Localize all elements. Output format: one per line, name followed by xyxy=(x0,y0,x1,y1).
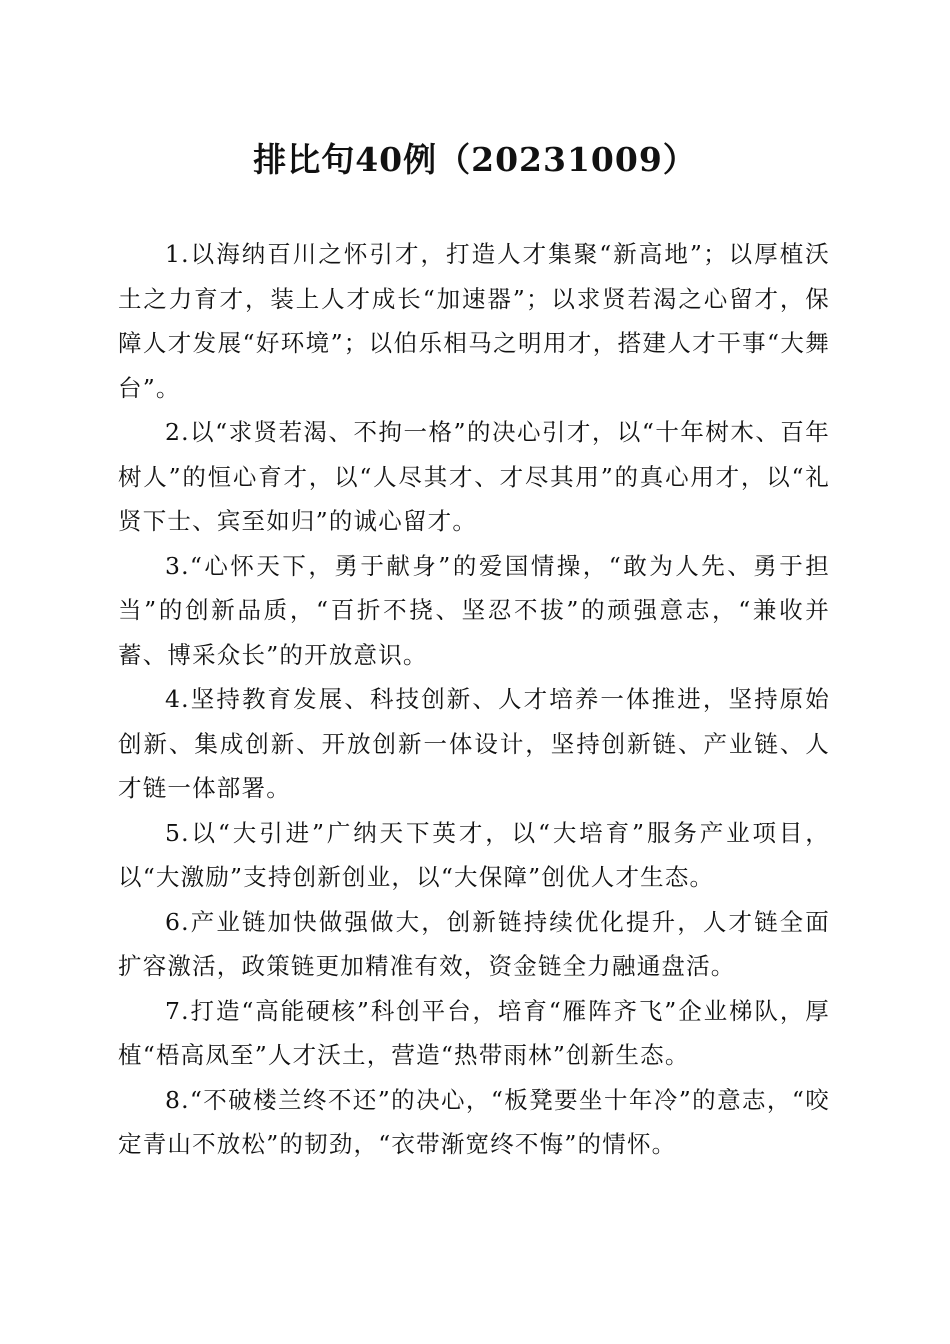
paragraph-3: 3.“心怀天下，勇于献身”的爱国情操，“敢为人先、勇于担当”的创新品质，“百折不挠、坚忍不拔”的顽强意志，“兼收并蓄、博采众长”的开放意识。 xyxy=(118,551,830,669)
paragraph-7: 7.打造“高能硬核”科创平台，培育“雁阵齐飞”企业梯队，厚植“梧高凤至”人才沃土，营造“热带雨林”创新生态。 xyxy=(118,996,830,1069)
paragraph-4: 4.坚持教育发展、科技创新、人才培养一体推进，坚持原始创新、集成创新、开放创新一体设计，坚持创新链、产业链、人才链一体部署。 xyxy=(118,685,830,802)
paragraph-1: 1.以海纳百川之怀引才，打造人才集聚“新高地”；以厚植沃土之力育才，装上人才成长“加速器”；以求贤若渴之心留才，保障人才发展“好环境”；以伯乐相马之明用才，搭建人才干事“大舞台”。 xyxy=(118,240,830,402)
paragraph-2: 2.以“求贤若渴、不拘一格”的决心引才，以“十年树木、百年树人”的恒心育才，以“人尽其才、才尽其用”的真心用才，以“礼贤下士、宾至如归”的诚心留才。 xyxy=(118,418,830,535)
paragraph-5: 5.以“大引进”广纳天下英才，以“大培育”服务产业项目，以“大激励”支持创新创业，以“大保障”创优人才生态。 xyxy=(118,818,830,891)
document-body xyxy=(118,232,830,1167)
paragraph-6: 6.产业链加快做强做大，创新链持续优化提升，人才链全面扩容激活，政策链更加精准有效，资金链全力融通盘活。 xyxy=(118,907,830,980)
page-title: 排比句40例（20231009） xyxy=(253,140,697,179)
paragraph-8: 8.“不破楼兰终不还”的决心，“板凳要坐十年冷”的意志，“咬定青山不放松”的韧劲，“衣带渐宽终不悔”的情怀。 xyxy=(118,1085,830,1158)
